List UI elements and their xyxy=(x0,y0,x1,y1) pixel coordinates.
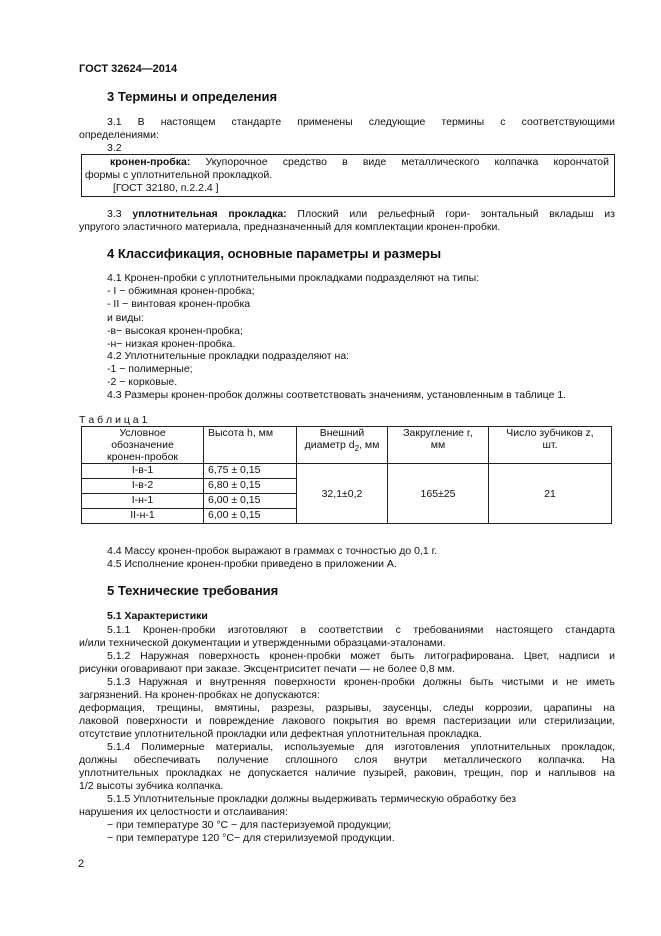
cell-diameter: 32,1±0,2 xyxy=(297,464,388,524)
p-4-line-5: -н− низкая кронен-пробка. xyxy=(107,338,236,350)
p-5-line-4: 5.1.3 Наружная и внутренняя поверхности кронен-пробки должны быть чистыми и не иметь xyxy=(107,676,615,688)
header-height: Высота h, мм xyxy=(204,427,297,464)
section-5-title: 5 Технические требования xyxy=(107,583,279,598)
section-3-title: 3 Термины и определения xyxy=(107,89,278,104)
cell-radius: 165±25 xyxy=(388,464,489,524)
cell-height: 6,80 ± 0,15 xyxy=(204,479,297,494)
p-5-line-3: рисунки оговаривают при заказе. Эксцентриситет печати — не более 0,8 мм. xyxy=(79,663,455,675)
cell-code: I-в-1 xyxy=(82,464,204,479)
cell-code: I-в-2 xyxy=(82,479,204,494)
header-designation: Условное обозначение кронен-пробок xyxy=(82,427,204,464)
p-5-line-6: деформация, трещины, вмятины, разрезы, разрывы, заусенцы, следы коррозии, царапины на xyxy=(79,702,615,714)
p-3-3-line1 xyxy=(107,208,615,221)
p-4-line-0: 4.1 Кронен-пробки с уплотнительными прокладками подразделяют на типы: xyxy=(107,272,480,284)
cell-height: 6,75 ± 0,15 xyxy=(204,464,297,479)
p-3-2-number: 3.2 xyxy=(107,142,122,154)
p-5-line-1: и/или технической документации и утвержденными образцами-эталонами. xyxy=(79,637,446,649)
definition-line1 xyxy=(110,156,609,169)
p-5-line-7: лаковой поверхности и повреждение лакового покрытия во время пастеризации или стерилизации, xyxy=(79,715,615,727)
p-5-line-14: нарушения их целостности и отслаивания: xyxy=(79,806,288,818)
cell-teeth: 21 xyxy=(489,464,612,524)
p-5-line-8: отсутствие уплотнительной прокладки или дефектная уплотнительная прокладка. xyxy=(79,728,482,740)
p-5-line-13: 5.1.5 Уплотнительные прокладки должны выдерживать термическую обработку без xyxy=(107,793,517,805)
header-teeth: Число зубчиков z, шт. xyxy=(489,427,612,464)
definition-reference: [ГОСТ 32180, п.2.2.4 ] xyxy=(113,182,219,194)
sizes-table xyxy=(81,426,612,524)
table-header-row xyxy=(82,427,612,464)
standard-header: ГОСТ 32624—2014 xyxy=(79,63,178,75)
header-diameter: Внешний диаметр $d_2$, мм xyxy=(297,427,388,464)
p-5-line-11: уплотнительных прокладках не допускается наличие пузырей, раковин, трещин, пор и наплывов на xyxy=(79,767,615,779)
header-radius: Закругление r, мм xyxy=(388,427,489,464)
cell-code: I-н-1 xyxy=(82,494,204,509)
cell-code: II-н-1 xyxy=(82,509,204,524)
cell-height: 6,00 ± 0,15 xyxy=(204,509,297,524)
p-5-line-12: 1/2 высоты зубчика колпачка. xyxy=(79,780,224,792)
p-5-line-5: загрязнений. На кронен-пробках не допускаются: xyxy=(79,689,320,701)
p-4-line-7: -1 − полимерные; xyxy=(107,363,193,375)
p-5-line-15: − при температуре 30 °С − для пастеризуемой продукции; xyxy=(107,819,392,831)
definition-box xyxy=(81,154,615,197)
p-3-1-line1: 3.1 В настоящем стандарте применены следующие термины с соответствующими xyxy=(107,116,615,128)
table-row xyxy=(82,464,612,479)
p-5-line-16: − при температуре 120 °С− для стерилизуемой продукции. xyxy=(107,832,395,844)
cell-height: 6,00 ± 0,15 xyxy=(204,494,297,509)
p-3-3-line2: упругого эластичного материала, предназначенный для комплектации кронен-пробки. xyxy=(79,221,501,233)
p-5-line-0: 5.1.1 Кронен-пробки изготовляют в соответствии с требованиями настоящего стандарта xyxy=(107,624,615,636)
sub-5-1-title: 5.1 Характеристики xyxy=(107,610,208,622)
p-5-line-2: 5.1.2 Наружная поверхность кронен-пробки может быть литографирована. Цвет, надписи и xyxy=(107,650,615,662)
table-caption: Т а б л и ц а 1 xyxy=(79,414,148,426)
definition-text-a: Укупорочное средство в виде металлического колпачка корончатой xyxy=(190,156,609,168)
p-4-line-1: - I − обжимная кронен-пробка; xyxy=(107,285,255,297)
p-4-line-6: 4.2 Уплотнительные прокладки подразделяют на: xyxy=(107,350,350,362)
p-5-line-9: 5.1.4 Полимерные материалы, используемые для изготовления уплотнительных прокладок, xyxy=(107,741,615,753)
section-4-title: 4 Классификация, основные параметры и размеры xyxy=(107,246,442,261)
definition-line2: формы с уплотнительной прокладкой. xyxy=(85,169,273,181)
p-4-line-2: - II − винтовая кронен-пробка xyxy=(107,298,251,310)
p-3-1-line2: определениями: xyxy=(79,129,159,141)
page-number: 2 xyxy=(78,858,85,870)
p-3-3-text: Плоский или рельефный гори- зонтальный вкладыш из xyxy=(286,208,615,220)
p-4-line-9: 4.3 Размеры кронен-пробок должны соответствовать значениям, установленным в таблице 1. xyxy=(107,389,567,401)
p-4-line-3: и виды: xyxy=(107,312,144,324)
p-4-line-8: -2 − корковые. xyxy=(107,376,178,388)
p-3-3-number: 3.3 xyxy=(107,208,133,220)
p-3-3-term: уплотнительная прокладка: xyxy=(132,208,287,220)
p-4-4: 4.4 Массу кронен-пробок выражают в граммах с точностью до 0,1 г. xyxy=(107,545,438,557)
p-4-5: 4.5 Исполнение кронен-пробки приведено в приложении А. xyxy=(107,558,397,570)
definition-term: кронен-пробка: xyxy=(110,156,191,168)
p-5-line-10: должны обеспечивать получение сплошного слоя внутри металлического колпачка. На xyxy=(79,754,615,766)
p-4-line-4: -в− высокая кронен-пробка; xyxy=(107,325,243,337)
